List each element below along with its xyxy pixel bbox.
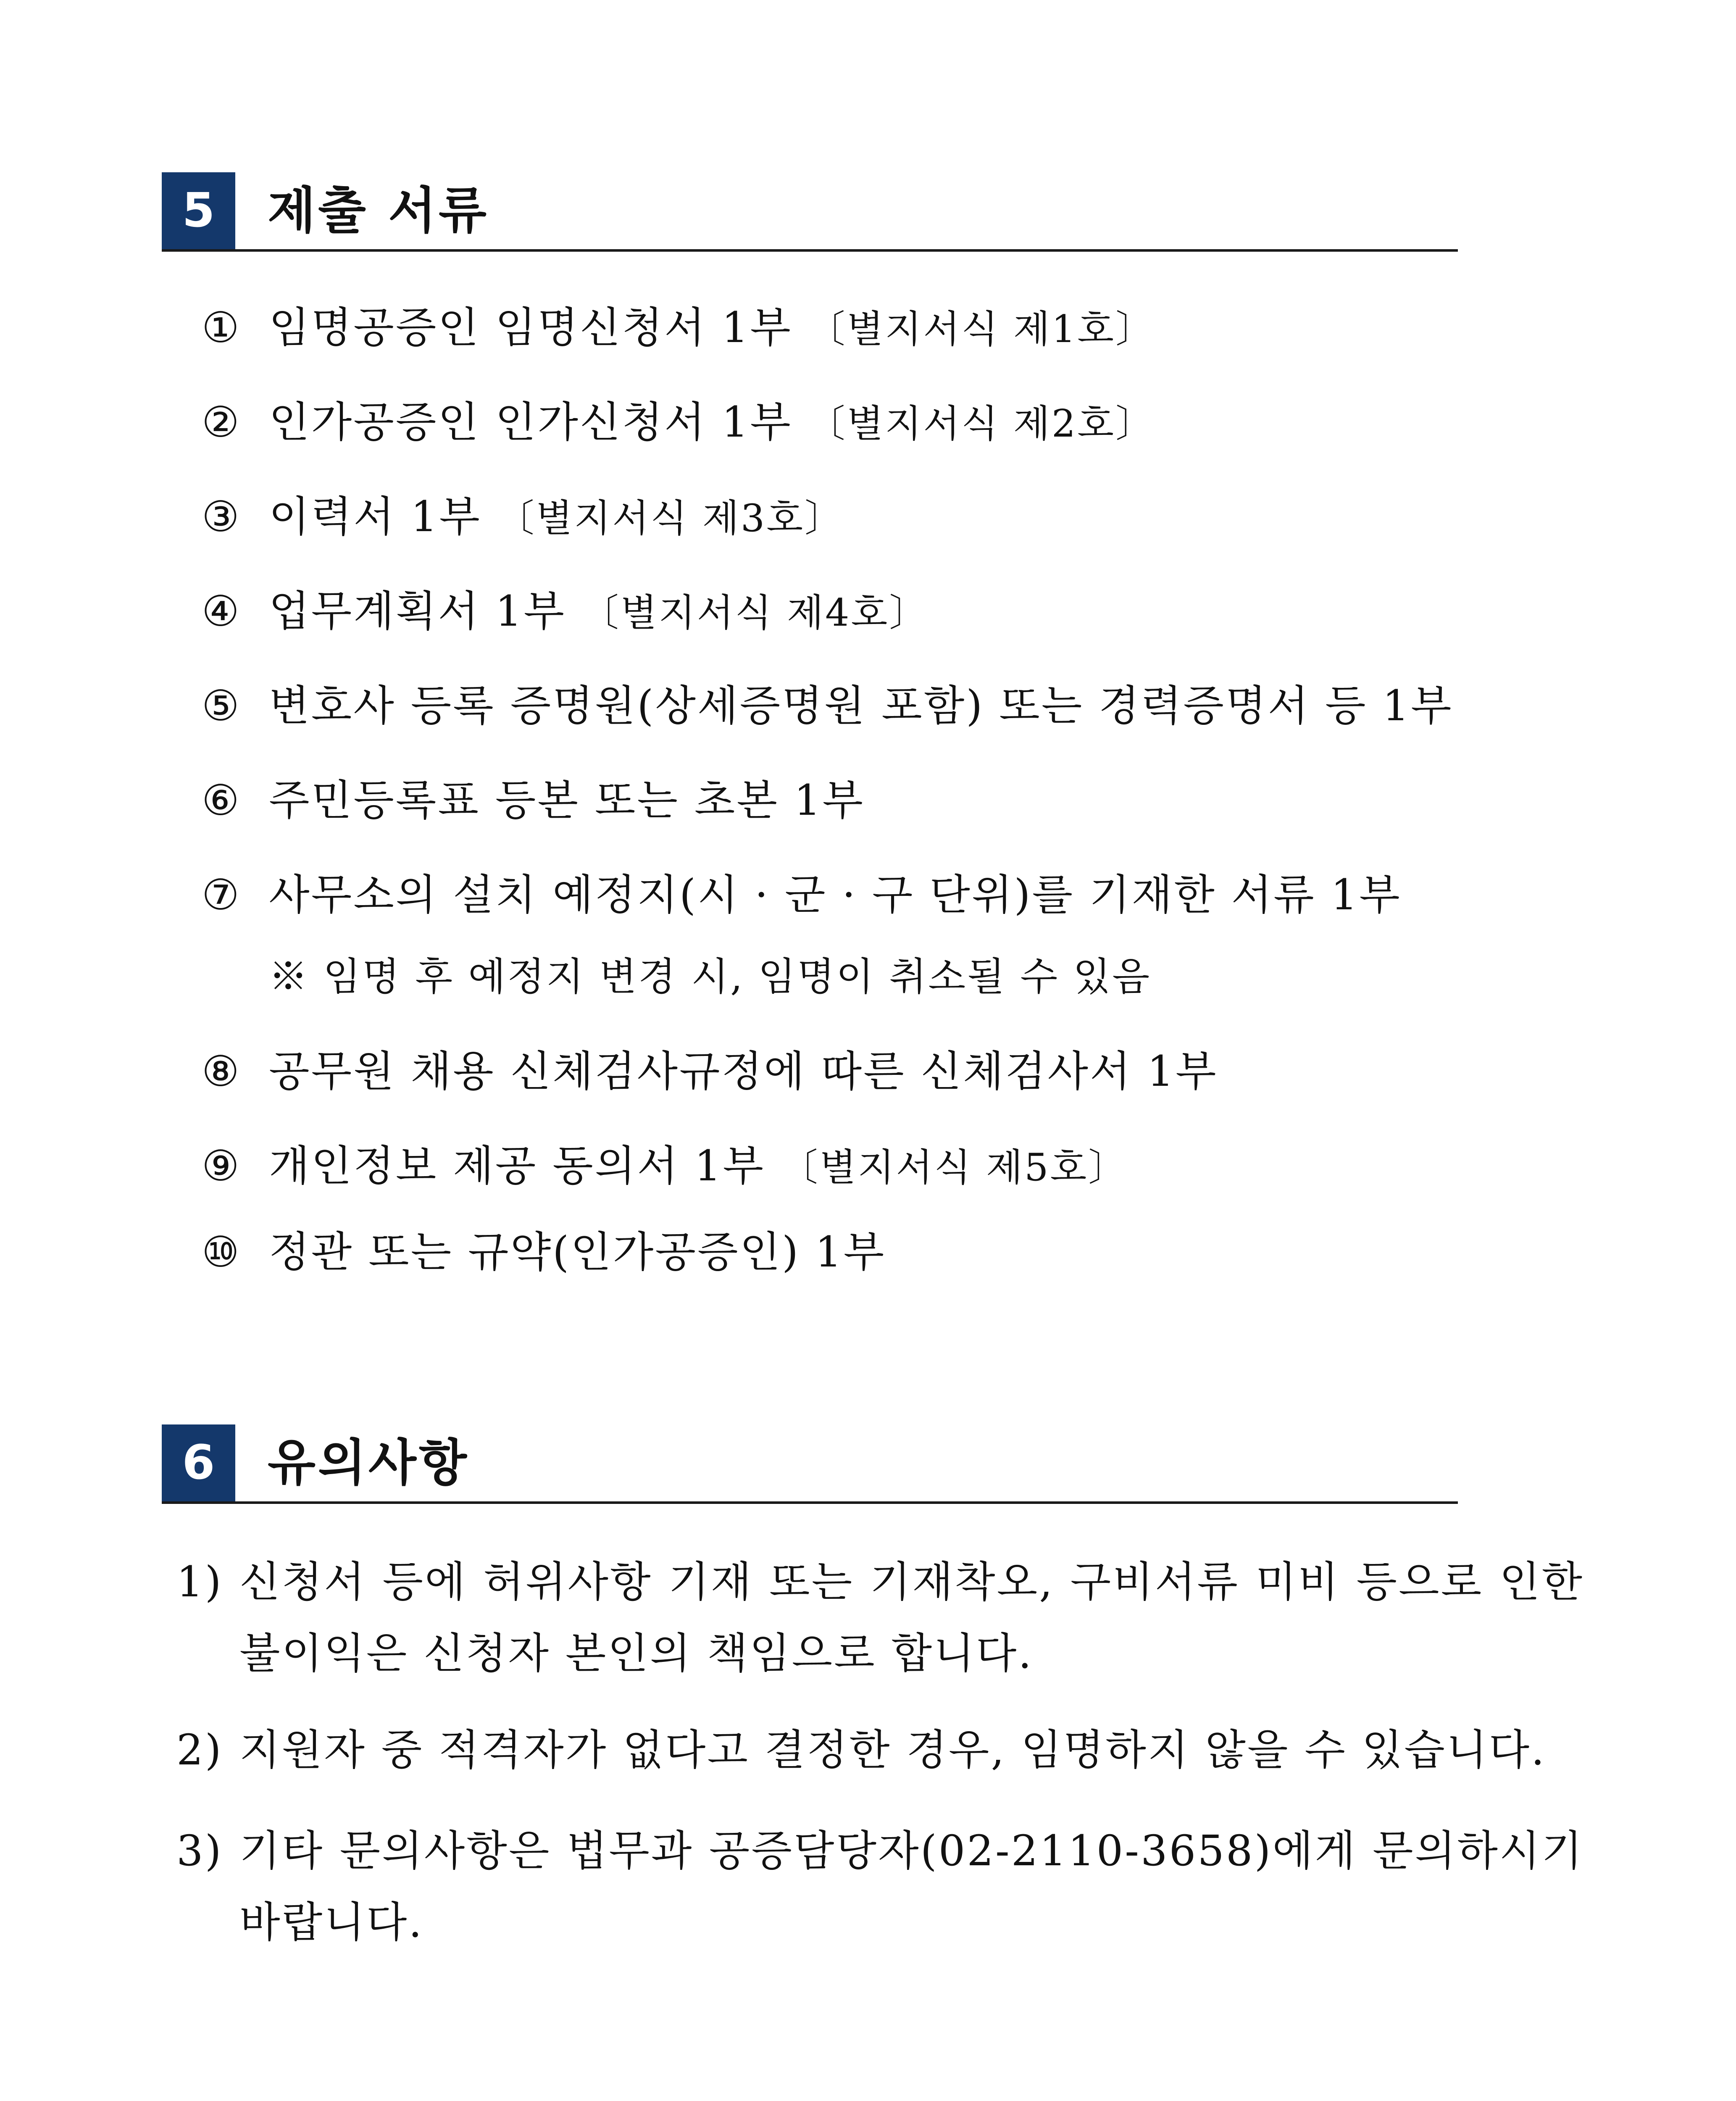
caution-text: 지원자 중 적격자가 없다고 결정한 경우, 임명하지 않을 수 있습니다. [239, 1725, 1546, 1775]
caution-number: 1) [176, 1557, 223, 1606]
item-text: 공무원 채용 신체검사규정에 따른 신체검사서 1부 [269, 1047, 1218, 1096]
list-item [202, 584, 928, 640]
item-text: 사무소의 설치 예정지(시 · 군 · 구 단위)를 기재한 서류 1부 [269, 870, 1402, 919]
item-text: 업무계획서 1부 [269, 587, 566, 636]
item-text: 개인정보 제공 동의서 1부 [269, 1141, 765, 1190]
item-marker: ⑨ [202, 1141, 241, 1190]
section-6-header [162, 1424, 1458, 1504]
item-marker: ① [202, 303, 241, 352]
form-reference: 〔별지서식 제3호〕 [496, 496, 844, 540]
list-item [202, 395, 1155, 451]
list-item [202, 868, 1402, 922]
item-text: 이력서 1부 [269, 492, 481, 541]
item-marker: ⑤ [202, 681, 241, 730]
note-text: ※ 임명 후 예정지 변경 시, 임명이 취소될 수 있음 [269, 954, 1152, 999]
form-reference: 〔별지서식 제1호〕 [807, 307, 1155, 351]
list-item [202, 300, 1155, 357]
caution-text: 기타 문의사항은 법무과 공증담당자(02-2110-3658)에게 문의하시기 바랍니다. [239, 1826, 1584, 1947]
caution-number: 3) [176, 1826, 223, 1875]
list-item [202, 773, 865, 828]
item-marker: ⑥ [202, 776, 241, 825]
caution-item [176, 1546, 1584, 1689]
caution-number: 2) [176, 1725, 223, 1775]
item-marker: ⑦ [202, 870, 241, 919]
list-item [202, 1139, 1128, 1195]
list-item [202, 490, 844, 546]
item-text: 정관 또는 규약(인가공증인) 1부 [269, 1227, 886, 1277]
form-reference: 〔별지서식 제4호〕 [581, 591, 929, 635]
item-marker: ③ [202, 492, 241, 541]
list-item [202, 1044, 1218, 1099]
item-marker: ⑩ [202, 1227, 241, 1277]
item-marker: ② [202, 398, 241, 447]
section-5-header [162, 172, 1458, 252]
item-text: 주민등록표 등본 또는 초본 1부 [269, 776, 865, 825]
list-item [202, 679, 1453, 733]
item-marker: ⑧ [202, 1047, 241, 1096]
caution-item [176, 1815, 1584, 1958]
item-text: 변호사 등록 증명원(상세증명원 포함) 또는 경력증명서 등 1부 [269, 681, 1453, 730]
caution-item [176, 1714, 1584, 1786]
section-6-title: 유의사항 [268, 1434, 469, 1492]
item-text: 임명공증인 임명신청서 1부 [269, 303, 792, 352]
section-6-number: 6 [162, 1424, 235, 1501]
list-item [202, 1225, 886, 1280]
form-reference: 〔별지서식 제5호〕 [780, 1145, 1128, 1190]
item-text: 인가공증인 인가신청서 1부 [269, 398, 792, 447]
caution-text: 신청서 등에 허위사항 기재 또는 기재착오, 구비서류 미비 등으로 인한 불이익은 신청자 본인의 책임으로 합니다. [239, 1557, 1584, 1678]
section-5-number: 5 [162, 172, 235, 249]
item-marker: ④ [202, 587, 241, 636]
form-reference: 〔별지서식 제2호〕 [807, 402, 1155, 446]
section-5-title: 제출 서류 [268, 182, 489, 240]
